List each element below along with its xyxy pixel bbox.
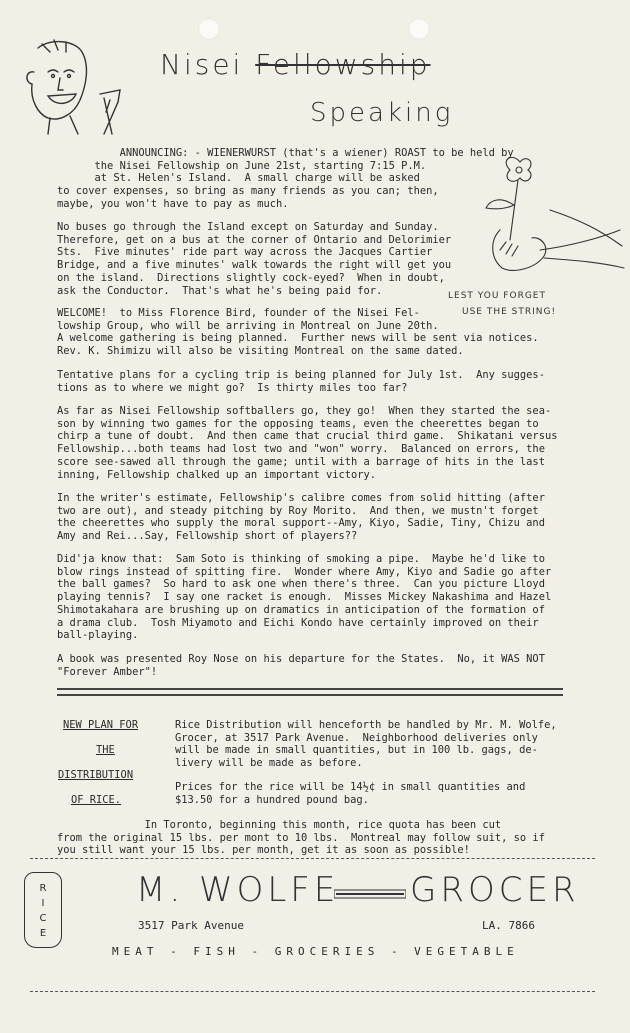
masthead-word-nisei: Nisei <box>160 48 244 81</box>
cycling-paragraph: Tentative plans for a cycling trip is being planned for July 1st. Any sugges- tions as to where we might go? Is thirty miles too far? <box>57 369 545 394</box>
cartoon-face-icon <box>20 38 140 138</box>
masthead-line2: Speaking <box>310 98 454 128</box>
rice-quota-text: In Toronto, beginning this month, rice quota has been cut from the original 15 lbs. per mont to 10 lbs. Montreal may follow suit, so if you still want your 15 lbs. per month, get it as soon as possible! <box>57 819 545 857</box>
grocer-trade: GROCER <box>410 870 580 910</box>
book-paragraph: A book was presented Roy Nose on his departure for the States. No, it WAS NOT "Forever Amber"! <box>57 653 545 678</box>
rice-label-line4: OF RICE. <box>71 794 122 806</box>
directions-paragraph: No buses go through the Island except on Saturday and Sunday. Therefore, get on a bus at the corner of Ontario and Delorimier Sts. Five minutes' ride part way across the Jacques Cartier Bridge, and a five minutes' walk towards the right will get you on the island. Directions slightly cock-eyed? When in doubt, ask the Conductor. That's what he's being paid for. <box>57 221 452 297</box>
rice-distribution-text: Rice Distribution will henceforth be handled by Mr. M. Wolfe, Grocer, at 3517 Park Avenue. Neighborhood deliveries only will be made in small quantities, but in 100 lb. gags, de- livery will be made as before. <box>175 719 557 770</box>
rice-label-line1: NEW PLAN FOR <box>63 719 139 731</box>
rice-label-line2: THE <box>96 744 115 756</box>
writers-estimate-paragraph: In the writer's estimate, Fellowship's calibre comes from solid hitting (after two are out), and steady pitching by Roy Morito. And then, we mustn't forget the cheerettes who supply the moral support--Amy, Kiyo, Sadie, Tiny, Chizu and Amy and Rei...Say, Fellowship short of players?? <box>57 492 545 543</box>
grocer-phone: LA. 7866 <box>482 919 535 932</box>
punch-hole <box>408 18 430 40</box>
hand-note-line2: USE THE STRING! <box>462 307 557 317</box>
rice-tag-letter: C <box>39 913 47 924</box>
ad-connector-bar <box>334 888 406 900</box>
rice-tag-letter: E <box>39 928 47 939</box>
masthead-line1 <box>160 48 431 81</box>
section-divider <box>57 688 563 696</box>
welcome-paragraph: WELCOME! to Miss Florence Bird, founder of the Nisei Fel- lowship Group, who will be arriving in Montreal on June 20th. A welcome gathering is being planned. Further news will be sent via notices. Rev. K. Shimizu will also be visiting Montreal on the same dated. <box>57 307 539 358</box>
rice-label-line3: DISTRIBUTION <box>58 769 134 781</box>
grocer-address: 3517 Park Avenue <box>138 919 244 932</box>
grocer-name: M. WOLFE <box>136 870 340 910</box>
grocer-products: MEAT - FISH - GROCERIES - VEGETABLE <box>112 945 519 958</box>
rice-prices-text: Prices for the rice will be 14½¢ in small quantities and $13.50 for a hundred pound bag. <box>175 781 526 806</box>
punch-hole <box>198 18 220 40</box>
hand-note-line1: LEST YOU FORGET <box>448 291 546 301</box>
rice-tag-letter: I <box>41 898 45 909</box>
masthead-word-fellowship: Fellowship <box>255 48 431 81</box>
rice-bag-icon <box>24 872 62 948</box>
rice-tag-letter: R <box>39 883 47 894</box>
softball-paragraph: As far as Nisei Fellowship softballers go, they go! When they started the sea- son by winning two games for the opposing teams, even the cheerettes began to chirp a tune of doubt. And then came that crucial third game. Shikatani versus Fellowship...both teams had lost two and "won" worry. Balanced on errors, the score see-sawed all through the game; until with a barrage of hits in the last inning, Fellowship chalked up an important victory. <box>57 405 558 481</box>
announcement-paragraph: ANNOUNCING: - WIENERWURST (that's a wiener) ROAST to be held by the Nisei Fellowship on June 21st, starting 7:15 P.M. at St. Helen's Island. A small charge will be asked to cover expenses, so bring as many friends as you can; then, maybe, you won't have to pay as much. <box>57 147 514 210</box>
didja-know-paragraph: Did'ja know that: Sam Soto is thinking of smoking a pipe. Maybe he'd like to blow rings instead of spitting fire. Wonder where Amy, Kiyo and Sadie go after the ball games? So hard to ask one when there's three. Can you picture Lloyd playing tennis? I say one racket is enough. Misses Mickey Nakashima and Hazel Shimotakahara are brushing up on dramatics in anticipation of the formation of a drama club. Tosh Miyamoto and Eichi Kondo have certainly improved on their ball-playing. <box>57 553 552 642</box>
